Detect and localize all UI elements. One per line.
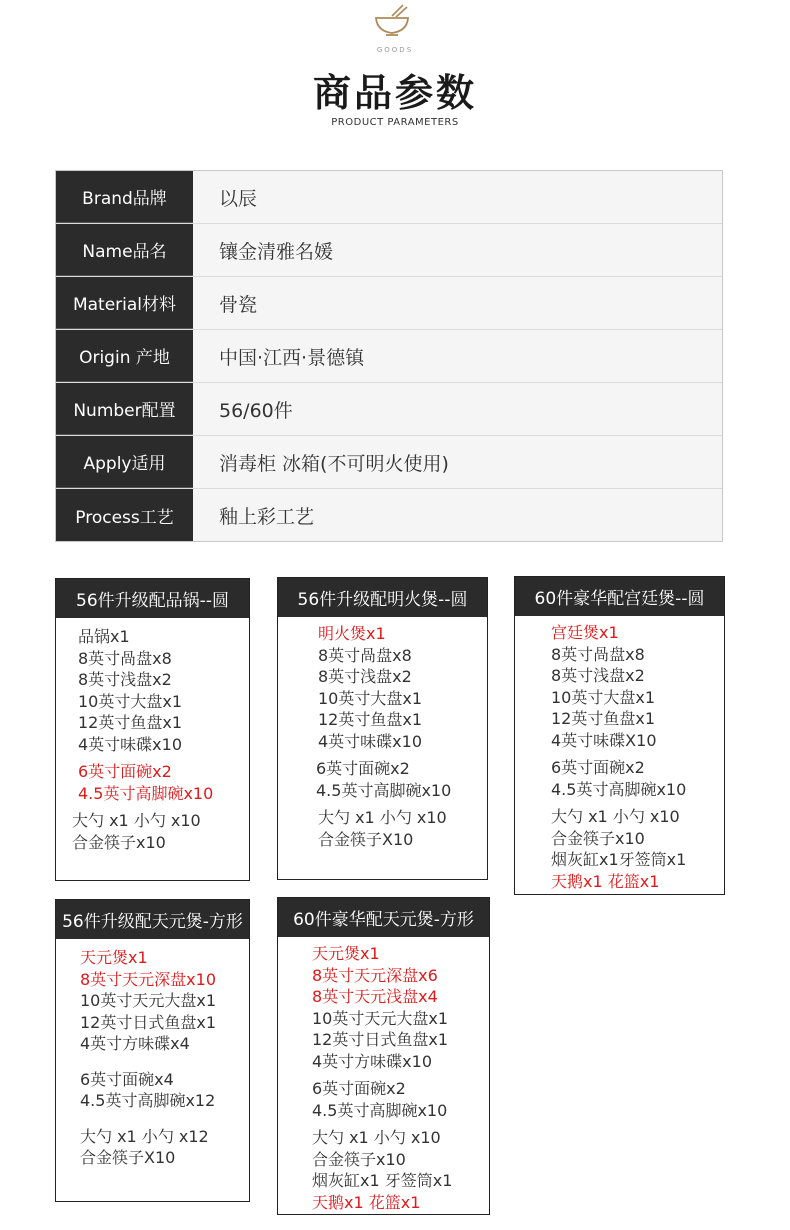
bowl-chopsticks-icon xyxy=(370,3,414,39)
param-key: Brand品牌 xyxy=(56,171,193,223)
set-item: 合金筷子x10 xyxy=(312,1149,406,1169)
card-title: 60件豪华配天元煲-方形 xyxy=(278,898,489,937)
param-value: 消毒柜 冰箱(不可明火使用) xyxy=(219,452,449,475)
set-item: 12英寸鱼盘x1 xyxy=(551,709,656,728)
set-item: 4.5英寸高脚碗x10 xyxy=(551,779,687,799)
set-item: 10英寸大盘x1 xyxy=(551,687,656,707)
item-group xyxy=(56,1126,249,1169)
item-group xyxy=(515,757,724,800)
set-item: 大勺 x1 小勺 x10 xyxy=(551,807,680,826)
set-item: 大勺 x1 小勺 x10 xyxy=(72,811,201,830)
param-key: Name品名 xyxy=(56,224,193,276)
param-key: Material材料 xyxy=(56,277,193,329)
set-item: 4.5英寸高脚碗x10 xyxy=(312,1100,448,1120)
set-card-56-tianyuanbao xyxy=(55,899,250,1202)
card-title: 56件升级配品锅--圆 xyxy=(56,579,249,618)
set-item: 8英寸咼盘x8 xyxy=(551,644,645,664)
goods-label: GOODS xyxy=(376,46,414,54)
set-item: 10英寸大盘x1 xyxy=(318,688,423,708)
param-value: 56/60件 xyxy=(219,399,293,422)
set-item: 4英寸味碟X10 xyxy=(551,730,657,750)
param-row-apply xyxy=(56,436,722,489)
card-body xyxy=(56,939,249,1169)
set-card-56-minghuobao xyxy=(277,577,488,880)
set-item: 烟灰缸x1牙签筒x1 xyxy=(551,850,687,869)
set-item: 4.5英寸高脚碗x10 xyxy=(316,780,452,800)
set-item: 天鹅x1 花篮x1 xyxy=(312,1192,421,1212)
set-item: 8英寸浅盘x2 xyxy=(318,667,412,686)
set-card-60-gongtingbao xyxy=(514,576,725,895)
param-row-number xyxy=(56,383,722,436)
param-row-name xyxy=(56,224,722,277)
param-row-brand xyxy=(56,171,722,224)
set-item: 8英寸浅盘x2 xyxy=(78,670,172,689)
item-group xyxy=(515,622,724,751)
set-item: 10英寸天元大盘x1 xyxy=(80,991,217,1010)
set-item: 天元煲x1 xyxy=(312,944,380,963)
item-group xyxy=(278,623,487,752)
item-group xyxy=(278,943,489,1072)
page-subtitle: PRODUCT PARAMETERS xyxy=(331,117,459,128)
param-row-origin xyxy=(56,330,722,383)
set-item: 品锅x1 xyxy=(78,627,130,646)
set-item: 8英寸浅盘x2 xyxy=(551,666,645,685)
set-item: 4.5英寸高脚碗x12 xyxy=(80,1091,216,1110)
set-item: 明火煲x1 xyxy=(318,624,386,643)
set-item: 4英寸味碟x10 xyxy=(78,734,183,754)
param-value: 以辰 xyxy=(219,187,258,210)
param-key: Process工艺 xyxy=(56,489,193,541)
set-card-56-pinguo xyxy=(55,578,250,881)
set-item: 6英寸面碗x2 xyxy=(312,1079,406,1098)
param-row-material xyxy=(56,277,722,330)
set-item: 烟灰缸x1 牙签筒x1 xyxy=(312,1171,453,1190)
card-title: 60件豪华配宫廷煲--圆 xyxy=(515,577,724,616)
param-key: Origin 产地 xyxy=(56,330,193,382)
card-title: 56件升级配天元煲-方形 xyxy=(56,900,249,939)
param-value: 骨瓷 xyxy=(219,293,258,316)
item-group xyxy=(278,807,487,850)
set-item: 10英寸天元大盘x1 xyxy=(312,1008,449,1028)
item-group xyxy=(56,810,249,853)
set-item: 8英寸天元深盘x10 xyxy=(80,969,217,989)
set-item: 8英寸天元浅盘x4 xyxy=(312,987,438,1006)
set-item: 大勺 x1 小勺 x10 xyxy=(312,1128,441,1147)
param-value: 中国·江西·景德镇 xyxy=(219,346,365,369)
params-table xyxy=(55,170,723,542)
set-item: 12英寸鱼盘x1 xyxy=(318,710,423,729)
item-group xyxy=(278,1127,489,1213)
param-value: 镶金清雅名媛 xyxy=(219,240,334,263)
item-group xyxy=(515,806,724,892)
set-item: 10英寸大盘x1 xyxy=(78,691,183,711)
set-card-60-tianyuanbao xyxy=(277,897,490,1215)
item-group xyxy=(56,947,249,1055)
page-title: 商品参数 xyxy=(312,71,477,115)
card-body xyxy=(515,616,724,892)
item-group xyxy=(278,758,487,801)
set-item: 大勺 x1 小勺 x10 xyxy=(318,808,447,827)
set-item: 6英寸面碗x4 xyxy=(80,1069,174,1089)
set-item: 8英寸咼盘x8 xyxy=(318,645,412,665)
item-group xyxy=(56,1069,249,1112)
set-item: 8英寸天元深盘x6 xyxy=(312,965,438,985)
set-item: 合金筷子X10 xyxy=(318,829,414,849)
card-body xyxy=(278,937,489,1213)
set-item: 12英寸日式鱼盘x1 xyxy=(312,1030,449,1049)
set-item: 6英寸面碗x2 xyxy=(78,762,172,781)
set-item: 4英寸味碟x10 xyxy=(318,731,423,751)
set-item: 8英寸咼盘x8 xyxy=(78,648,172,668)
set-item: 宫廷煲x1 xyxy=(551,623,619,642)
set-item: 12英寸鱼盘x1 xyxy=(78,713,183,732)
param-row-process xyxy=(56,489,722,541)
set-item: 天鹅x1 花篮x1 xyxy=(551,871,660,891)
param-key: Apply适用 xyxy=(56,436,193,488)
set-item: 天元煲x1 xyxy=(80,948,148,967)
set-item: 大勺 x1 小勺 x12 xyxy=(80,1126,209,1146)
card-body xyxy=(56,618,249,853)
item-group xyxy=(278,1078,489,1121)
set-item: 合金筷子x10 xyxy=(72,832,166,852)
set-item: 4.5英寸高脚碗x10 xyxy=(78,783,214,803)
set-item: 12英寸日式鱼盘x1 xyxy=(80,1012,217,1032)
card-title: 56件升级配明火煲--圆 xyxy=(278,578,487,617)
set-item: 4英寸方味碟x10 xyxy=(312,1051,433,1071)
param-value: 釉上彩工艺 xyxy=(219,505,315,528)
set-item: 合金筷子x10 xyxy=(551,828,645,848)
param-key: Number配置 xyxy=(56,383,193,435)
set-item: 4英寸方味碟x4 xyxy=(80,1034,190,1053)
set-item: 6英寸面碗x2 xyxy=(551,758,645,777)
set-item: 合金筷子X10 xyxy=(80,1148,176,1167)
card-body xyxy=(278,617,487,850)
item-group xyxy=(56,761,249,804)
item-group xyxy=(56,626,249,755)
set-item: 6英寸面碗x2 xyxy=(316,759,410,778)
